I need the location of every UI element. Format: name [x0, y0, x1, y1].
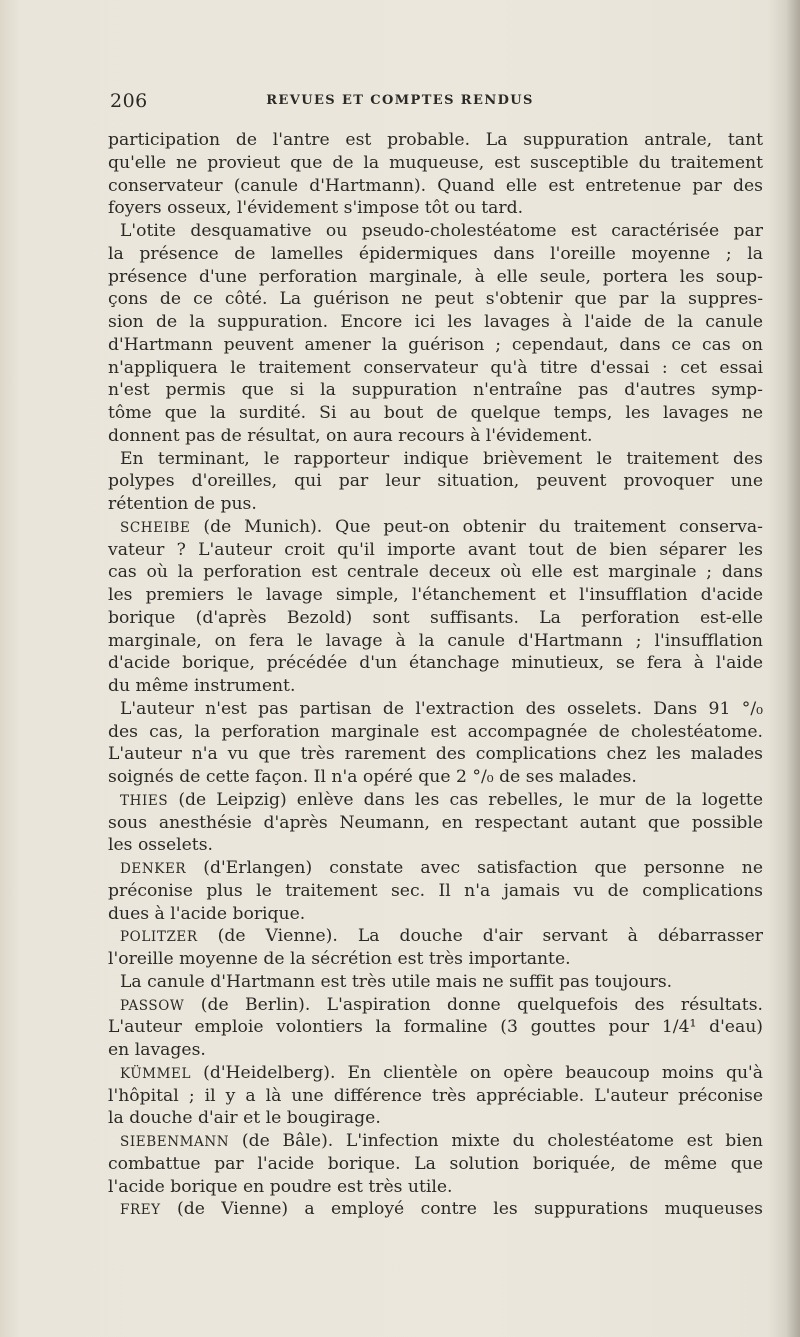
line-text: qu'elle ne provieut que de la muqueuse, est susceptible du traitement: [108, 152, 763, 173]
text-line: [108, 1039, 763, 1062]
text-line: [108, 516, 763, 539]
text-line: [108, 948, 763, 971]
line-text: cas où la perforation est centrale deceux où elle est marginale ; dans: [108, 562, 763, 583]
text-line: [108, 334, 763, 357]
text-line: [108, 1153, 763, 1176]
author-name: THIES: [120, 792, 169, 809]
line-text: (d'Erlangen) constate avec satisfaction que personne ne: [186, 858, 763, 878]
line-text: soignés de cette façon. Il n'a opéré que 2 °/₀ de ses malades.: [108, 767, 637, 787]
running-title: REVUES ET COMPTES RENDUS: [266, 93, 534, 108]
text-line: [108, 129, 763, 152]
text-line: [108, 1062, 763, 1085]
line-text: les premiers le lavage simple, l'étanchement et l'insufflation d'acide: [108, 585, 763, 605]
line-text: La canule d'Hartmann est très utile mais ne suffit pas toujours.: [120, 971, 673, 992]
line-text: (de Vienne). La douche d'air servant à débarrasser: [197, 926, 763, 947]
line-text: marginale, on fera le lavage à la canule d'Hartmann ; l'insufflation: [108, 630, 763, 651]
text-line: [108, 698, 763, 721]
text-line: [108, 561, 763, 584]
line-text: l'oreille moyenne de la sécrétion est très importante.: [108, 949, 571, 969]
text-line: [108, 1016, 763, 1039]
text-line: [108, 311, 763, 334]
running-head: [110, 90, 760, 114]
text-line: [108, 766, 763, 789]
text-line: [108, 379, 763, 402]
line-text: L'auteur n'est pas partisan de l'extraction des osselets. Dans 91 °/₀: [120, 698, 763, 719]
line-text: (d'Heidelberg). En clientèle on opère beaucoup moins qu'à: [191, 1062, 763, 1083]
line-text: préconise plus le traitement sec. Il n'a jamais vu de complications: [108, 880, 763, 901]
text-line: [108, 880, 763, 903]
text-line: [108, 152, 763, 175]
line-text: L'auteur emploie volontiers la formaline (3 gouttes pour 1/4¹ d'eau): [108, 1017, 763, 1038]
text-line: [108, 266, 763, 289]
text-line: [108, 675, 763, 698]
line-text: tôme que la surdité. Si au bout de quelque temps, les lavages ne: [108, 403, 763, 423]
page-edge-shadow: [786, 0, 800, 1337]
line-text: les osselets.: [108, 835, 213, 856]
text-line: [108, 1085, 763, 1108]
line-text: sion de la suppuration. Encore ici les lavages à l'aide de la canule: [108, 312, 763, 332]
text-line: [108, 857, 763, 880]
line-text: L'otite desquamative ou pseudo-cholestéatome est caractérisée par: [120, 221, 763, 241]
line-text: l'hôpital ; il y a là une différence très appréciable. L'auteur préconise: [108, 1085, 763, 1106]
author-name: KÜMMEL: [120, 1065, 192, 1082]
line-text: n'appliquera le traitement conservateur qu'à titre d'essai : cet essai: [108, 357, 763, 378]
line-text: d'acide borique, précédée d'un étanchage minutieux, se fera à l'aide: [108, 653, 763, 674]
text-line: [108, 812, 763, 835]
line-text: combattue par l'acide borique. La solution boriquée, de même que: [108, 1153, 763, 1174]
line-text: sous anesthésie d'après Neumann, en respectant autant que possible: [108, 812, 763, 833]
text-line: [108, 971, 763, 994]
line-text: çons de ce côté. La guérison ne peut s'obtenir que par la suppres-: [108, 289, 763, 310]
text-line: [108, 425, 763, 448]
text-line: [108, 789, 763, 812]
line-text: du même instrument.: [108, 676, 296, 696]
text-line: [108, 584, 763, 607]
line-text: présence d'une perforation marginale, à elle seule, portera les soup-: [108, 266, 763, 287]
text-line: [108, 903, 763, 926]
author-name: DENKER: [120, 861, 187, 877]
text-line: [108, 288, 763, 311]
line-text: des cas, la perforation marginale est accompagnée de cholestéatome.: [108, 721, 763, 742]
text-line: [108, 630, 763, 653]
line-text: participation de l'antre est probable. La suppuration antrale, tant: [108, 130, 763, 150]
text-line: [108, 220, 763, 243]
line-text: la présence de lamelles épidermiques dans l'oreille moyenne ; la: [108, 243, 763, 264]
text-line: [108, 834, 763, 857]
text-line: [108, 721, 763, 744]
author-name: SCHEIBE: [120, 519, 191, 536]
text-line: [108, 539, 763, 562]
text-line: [108, 1176, 763, 1199]
line-text: polypes d'oreilles, qui par leur situation, peuvent provoquer une: [108, 471, 763, 492]
line-text: en lavages.: [108, 1040, 206, 1060]
line-text: (de Vienne) a employé contre les suppurations muqueuses: [160, 1199, 763, 1220]
line-text: (de Leipzig) enlève dans les cas rebelles, le mur de la logette: [168, 789, 763, 810]
line-text: d'Hartmann peuvent amener la guérison ; cependaut, dans ce cas on: [108, 334, 763, 355]
line-text: donnent pas de résultat, on aura recours à l'évidement.: [108, 425, 593, 446]
text-line: [108, 470, 763, 493]
line-text: foyers osseux, l'évidement s'impose tôt ou tard.: [108, 198, 524, 219]
line-text: l'acide borique en poudre est très utile.: [108, 1176, 453, 1197]
text-line: [108, 197, 763, 220]
line-text: la douche d'air et le bougirage.: [108, 1108, 381, 1129]
line-text: (de Bâle). L'infection mixte du cholestéatome est bien: [229, 1131, 763, 1151]
text-line: [108, 994, 763, 1017]
text-line: [108, 493, 763, 516]
line-text: En terminant, le rapporteur indique brièvement le traitement des: [120, 448, 763, 469]
line-text: borique (d'après Bezold) sont suffisants. La perforation est-elle: [108, 607, 763, 628]
author-name: PASSOW: [120, 997, 185, 1014]
text-line: [108, 448, 763, 471]
text-line: [108, 402, 763, 425]
text-line: [108, 652, 763, 675]
text-line: [108, 1130, 763, 1153]
line-text: conservateur (canule d'Hartmann). Quand elle est entretenue par des: [108, 175, 763, 196]
line-text: rétention de pus.: [108, 494, 257, 514]
page-number: 206: [110, 90, 148, 112]
text-line: [108, 1198, 763, 1221]
text-line: [108, 743, 763, 766]
line-text: dues à l'acide borique.: [108, 903, 306, 924]
line-text: L'auteur n'a vu que très rarement des complications chez les malades: [108, 744, 763, 765]
text-line: [108, 175, 763, 198]
line-text: (de Munich). Que peut-on obtenir du traitement conserva-: [190, 516, 763, 537]
line-text: (de Berlin). L'aspiration donne quelquefois des résultats.: [184, 994, 763, 1015]
line-text: vateur ? L'auteur croit qu'il importe avant tout de bien séparer les: [108, 539, 763, 560]
author-name: FREY: [120, 1202, 161, 1219]
author-name: SIEBENMANN: [120, 1134, 230, 1150]
text-line: [108, 607, 763, 630]
body-text: [108, 129, 763, 1221]
line-text: n'est permis que si la suppuration n'entraîne pas d'autres symp-: [108, 380, 763, 401]
text-line: [108, 357, 763, 380]
text-line: [108, 1107, 763, 1130]
text-line: [108, 925, 763, 948]
author-name: POLITZER: [120, 929, 198, 946]
text-line: [108, 243, 763, 266]
